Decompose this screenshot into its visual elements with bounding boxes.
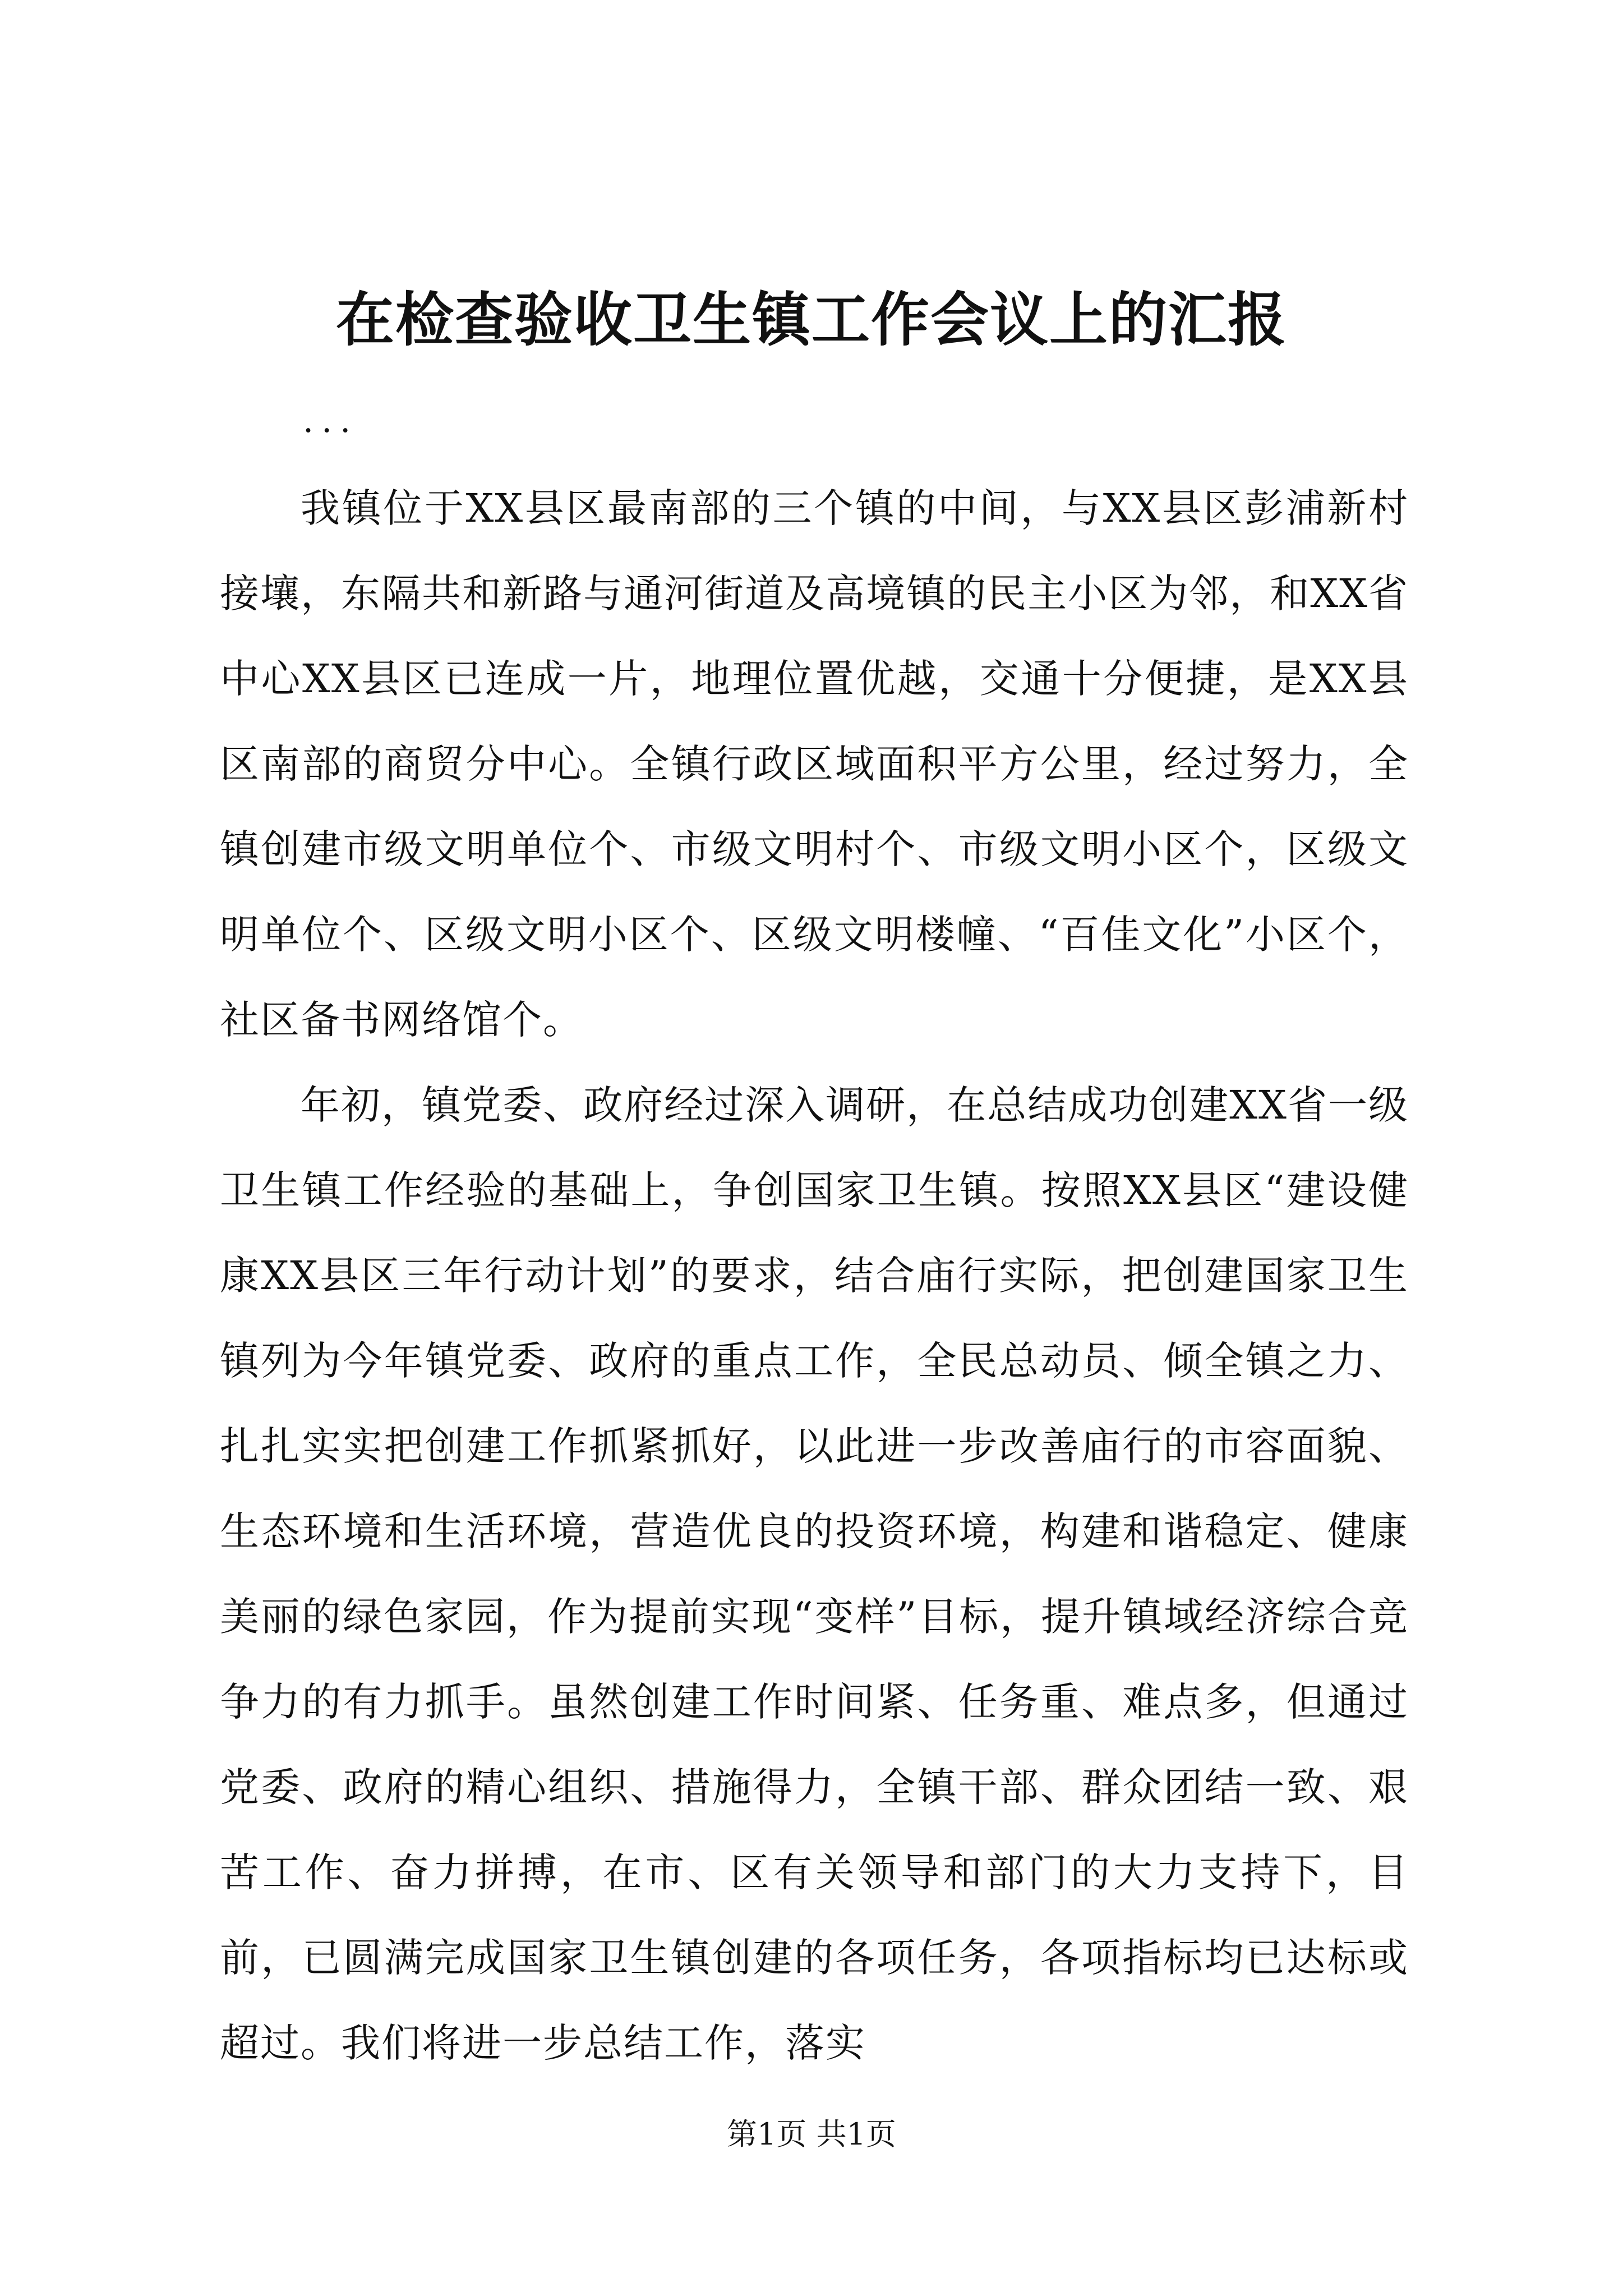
paragraph-2: 年初，镇党委、政府经过深入调研，在总结成功创建XX省一级卫生镇工作经验的基础上，争创国家卫生镇。按照XX县区“建设健康XX县区三年行动计划”的要求，结合庙行实际，把创建国家卫生镇列为今年镇党委、政府的重点工作，全民总动员、倾全镇之力、扎扎实实把创建工作抓紧抓好，以此进一步改善庙行的市容面貌、生态环境和生活环境，营造优良的投资环境，构建和谐稳定、健康美丽的绿色家园，作为提前实现“变样”目标，提升镇域经济综合竞争力的有力抓手。虽然创建工作时间紧、任务重、难点多，但通过党委、政府的精心组织、措施得力，全镇干部、群众团结一致、艰苦工作、奋力拼搏，在市、区有关领导和部门的大力支持下，目前，已圆满完成国家卫生镇创建的各项任务，各项指标均已达标或超过。我们将进一步总结工作，落实: [220, 1082, 1409, 2066]
document-body: [220, 466, 1409, 2086]
page-footer: 第1页 共1页: [727, 2116, 896, 2152]
document-title: 在检查验收卫生镇工作会议上的汇报: [335, 285, 1287, 354]
ellipsis-marker: ...: [303, 401, 359, 440]
paragraph-1: 我镇位于XX县区最南部的三个镇的中间，与XX县区彭浦新村接壤，东隔共和新路与通河街道及高境镇的民主小区为邻，和XX省中心XX县区已连成一片，地理位置优越，交通十分便捷，是XX县区南部的商贸分中心。全镇行政区域面积平方公里，经过努力，全镇创建市级文明单位个、市级文明村个、市级文明小区个，区级文明单位个、区级文明小区个、区级文明楼幢、“百佳文化”小区个，社区备书网络馆个。: [220, 485, 1409, 1043]
